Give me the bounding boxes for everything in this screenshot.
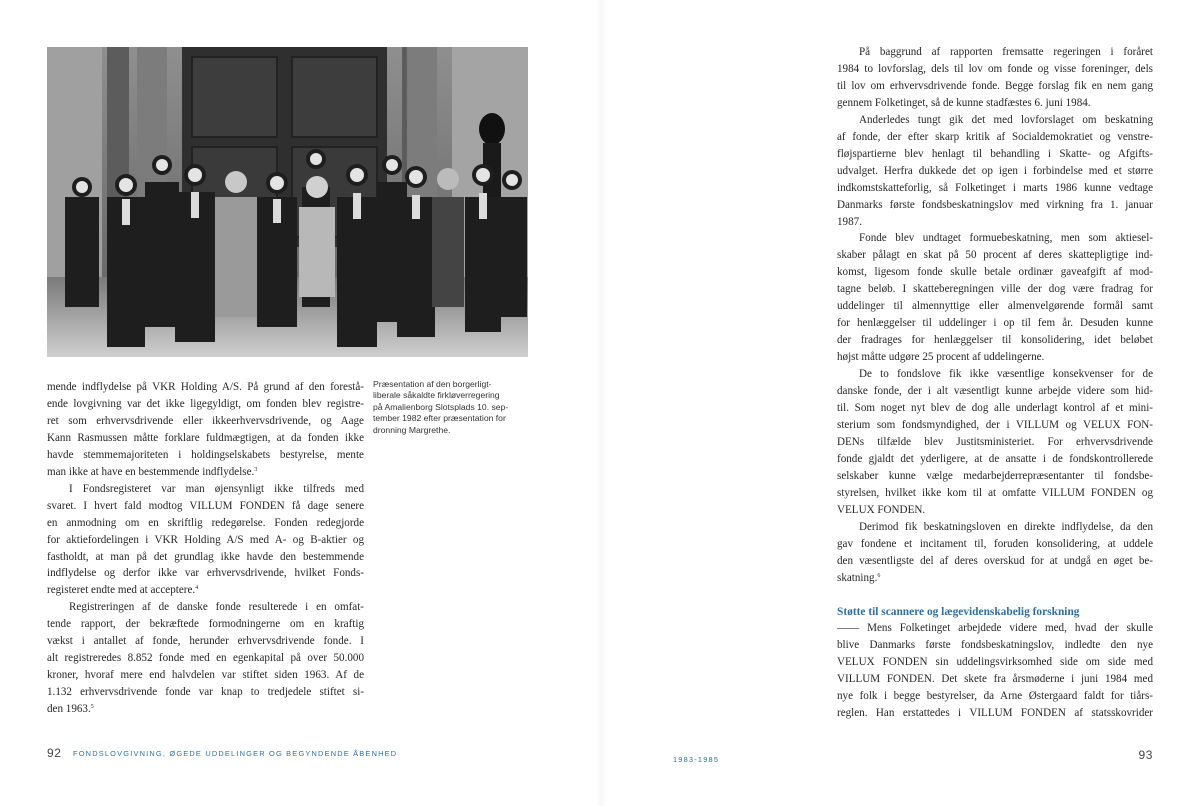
period-label: 1983-1985: [673, 755, 720, 764]
text-line: mende indflydelse på VKR Holding A/S. På grund af den forestå-: [47, 381, 364, 393]
text-line: 1984 to lovforslag, dels til lov om fonde og visse foreninger, dels: [837, 62, 1153, 75]
footnote-ref[interactable]: 5: [90, 704, 94, 711]
right-page-footer: [1138, 746, 1153, 764]
photo-illustration: [47, 47, 528, 357]
text-line: I Fondsregisteret var man øjensynligt ikke tilfreds med: [69, 482, 364, 495]
text-line: [837, 570, 1153, 587]
text-line: vækst i antallet af fonde, herunder erhvervsdrivende fonde. I: [47, 635, 364, 648]
text-line: reglen. Han erstattedes i VILLUM FONDEN af statsskovrider: [837, 707, 1153, 720]
text-line: gav fondene et incitament til, foruden konsolidering, at uddele: [837, 537, 1153, 550]
text-line: udvalget. Herfra dukkede det op igen i forbindelse med et større: [837, 164, 1153, 177]
left-page-body: [47, 379, 364, 718]
caption-line: liberale såkaldte firkløverregering: [373, 390, 500, 401]
text-line: der fradrages for henlæggelser til konsolidering, idet beløbet: [837, 334, 1153, 347]
text-line: uddelinger til almennyttige eller almenvelgørende formål samt: [837, 300, 1153, 313]
text-line: ret som erhvervsdrivende eller ikkeerhvervsdrivende, og Aage: [47, 414, 364, 427]
text-line: fastholdt, at man på det grundlag ikke havde den bestemmende: [47, 550, 364, 563]
text-line: tagne beløb. I skatteberegningen ville der dog være fradrag for: [837, 283, 1153, 296]
text-line: alt registreredes 8.852 fonde med en egenkapital på over 50.000: [47, 652, 364, 665]
text-line: Kann Rasmussen måtte forklare fuldmægtigen, at da fonden ikke: [47, 431, 364, 444]
page-number-right: 93: [1138, 748, 1153, 762]
text-line: De to fondslove fik ikke væsentlige konsekvenser for de: [859, 368, 1153, 381]
text-line: tende rapport, der bekræftede formodningerne om en kraftig: [47, 618, 364, 631]
text-line: kroner, hvoraf mere end halvdelen var stiftet siden 1963. Af de: [47, 669, 364, 682]
footnote-ref[interactable]: 3: [254, 466, 258, 473]
text-line: sterium som fondsmyndighed, der i VILLUM og VELUX FON-: [837, 418, 1153, 431]
text-line: Danmarks første fondsbeskatningslov med virkning fra 1. januar: [837, 198, 1153, 211]
text-line: blive Danmarks første fondsbeskatningslov, indledte den nye: [837, 639, 1153, 652]
text-line: svaret. I hvert fald modtog VILLUM FONDEN få dage senere: [47, 499, 364, 512]
text-line-content: den 1963.: [47, 703, 91, 716]
caption-line: på Amalienborg Slotsplads 10. sep-: [373, 401, 509, 412]
text-line: nye folk i begge bestyrelser, da Arne Østergaard faldt for tiårs-: [837, 690, 1153, 703]
text-line: af fonde, der efter skarp kritik af Socialdemokratiet og venstre-: [837, 130, 1153, 143]
text-line: selskaber kunne vælge medarbejderrepræsentanter til fondsbe-: [837, 469, 1153, 482]
text-line: Registreringen af de danske fonde resulterede i en omfat-: [69, 601, 364, 614]
text-line: —— Mens Folketinget arbejdede videre med, hvad der skulle: [837, 622, 1153, 635]
text-line-content: skatning.: [837, 571, 878, 584]
text-line: havde stemmemajoriteten i holdingselskabets bestyrelse, mente: [47, 448, 364, 461]
text-line: DENs tilfælde blev Justitsministeriet. For erhvervsdrivende: [837, 435, 1153, 448]
text-line-content: registeret endte med at acceptere.: [47, 584, 196, 597]
text-line: [47, 582, 364, 599]
text-line: VILLUM FONDEN. Det skete fra årsmøderne i juni 1984 med: [837, 673, 1153, 686]
text-line: fonde gjaldt det yderligere, at de ansatte i de fondskontrollerede: [837, 452, 1153, 465]
group-photograph: [47, 47, 528, 357]
text-line: en anmodning om en skriftlig redegørelse. Fonden redegjorde: [47, 516, 364, 529]
photo-caption: [373, 379, 533, 436]
text-line: VELUX FONDEN.: [837, 503, 926, 516]
text-line: skaber pålagt en skat på 50 procent af deres skattepligtige ind-: [837, 249, 1153, 262]
text-line: til. Som noget nyt blev de dog alle underlagt kontrol af et mini-: [837, 402, 1153, 415]
text-line: for aktiefordelingen i VKR Holding A/S med A- og B-aktier og: [47, 533, 364, 546]
caption-line: dronning Margrethe.: [373, 424, 451, 435]
text-line: den væsentligste del af deres overskud for at undgå en øget be-: [837, 554, 1153, 567]
footnote-ref[interactable]: 4: [195, 585, 199, 592]
text-line: [47, 464, 364, 481]
text-line: styrelsen, hvilket ikke kom til at omfatte VILLUM FONDEN og: [837, 486, 1153, 499]
text-line: ende lovgivning var det ikke ligegyldigt, om fonden blev registre-: [47, 397, 364, 410]
text-line: Derimod fik beskatningsloven en direkte indflydelse, da den: [859, 520, 1153, 533]
text-line: fløjspartierne blev henlagt til behandling i Skatte- og Afgifts-: [837, 147, 1153, 160]
text-line: gennem Folketinget, så de kunne stadfæstes 6. juni 1984.: [837, 96, 1091, 109]
right-page-body: [837, 44, 1153, 722]
text-line: På baggrund af rapporten fremsatte regeringen i foråret: [859, 46, 1153, 58]
text-line: til lov om erhvervsdrivende fonde. Begge forslag fik en nem gang: [837, 79, 1153, 92]
text-line: indflydelse og derfor ikke var erhvervsdrivende, hvilket Fonds-: [47, 567, 364, 580]
text-line: højst måtte udgøre 25 procent af uddelingerne.: [837, 351, 1045, 364]
page-number-left: 92: [47, 746, 62, 760]
text-line: Fonde blev undtaget formuebeskatning, men som aktiesel-: [859, 232, 1153, 245]
text-line: danske fonde, der i alt væsentligt kunne arbejde videre som hid-: [837, 385, 1153, 398]
text-line: indkomstskatteforlig, så Folketinget i marts 1986 kunne vedtage: [837, 181, 1153, 194]
gutter: [596, 0, 606, 806]
text-line: komst, ligesom fonde skulle betale ordinær gaveafgift af mod-: [837, 266, 1153, 279]
text-line: 1.132 erhvervsdrivende fonde var knap to tredjedele stiftet si-: [47, 686, 364, 699]
text-line: Anderledes tungt gik det med lovforslaget om beskatning: [859, 113, 1153, 126]
paragraph-gap: [837, 587, 1153, 604]
text-line: for henlæggelser til uddelinger i op til fem år. Desuden kunne: [837, 317, 1153, 330]
text-line: VELUX FONDEN sin uddelingsvirksomhed side om side med: [837, 656, 1153, 669]
text-line-content: man ikke at have en bestemmende indflydelse.: [47, 465, 255, 478]
caption-line: tember 1982 efter præsentation for: [373, 413, 506, 424]
text-line: [47, 701, 364, 718]
section-heading: Støtte til scannere og lægevidenskabelig forskning: [837, 605, 1080, 618]
text-line: 1987.: [837, 215, 862, 228]
running-title: FONDSLOVGIVNING, ØGEDE UDDELINGER OG BEGYNDENDE ÅBENHED: [73, 749, 398, 758]
footnote-ref[interactable]: 6: [877, 572, 881, 579]
period-footer: [673, 749, 719, 767]
caption-line: Præsentation af den borgerligt-: [373, 379, 492, 389]
